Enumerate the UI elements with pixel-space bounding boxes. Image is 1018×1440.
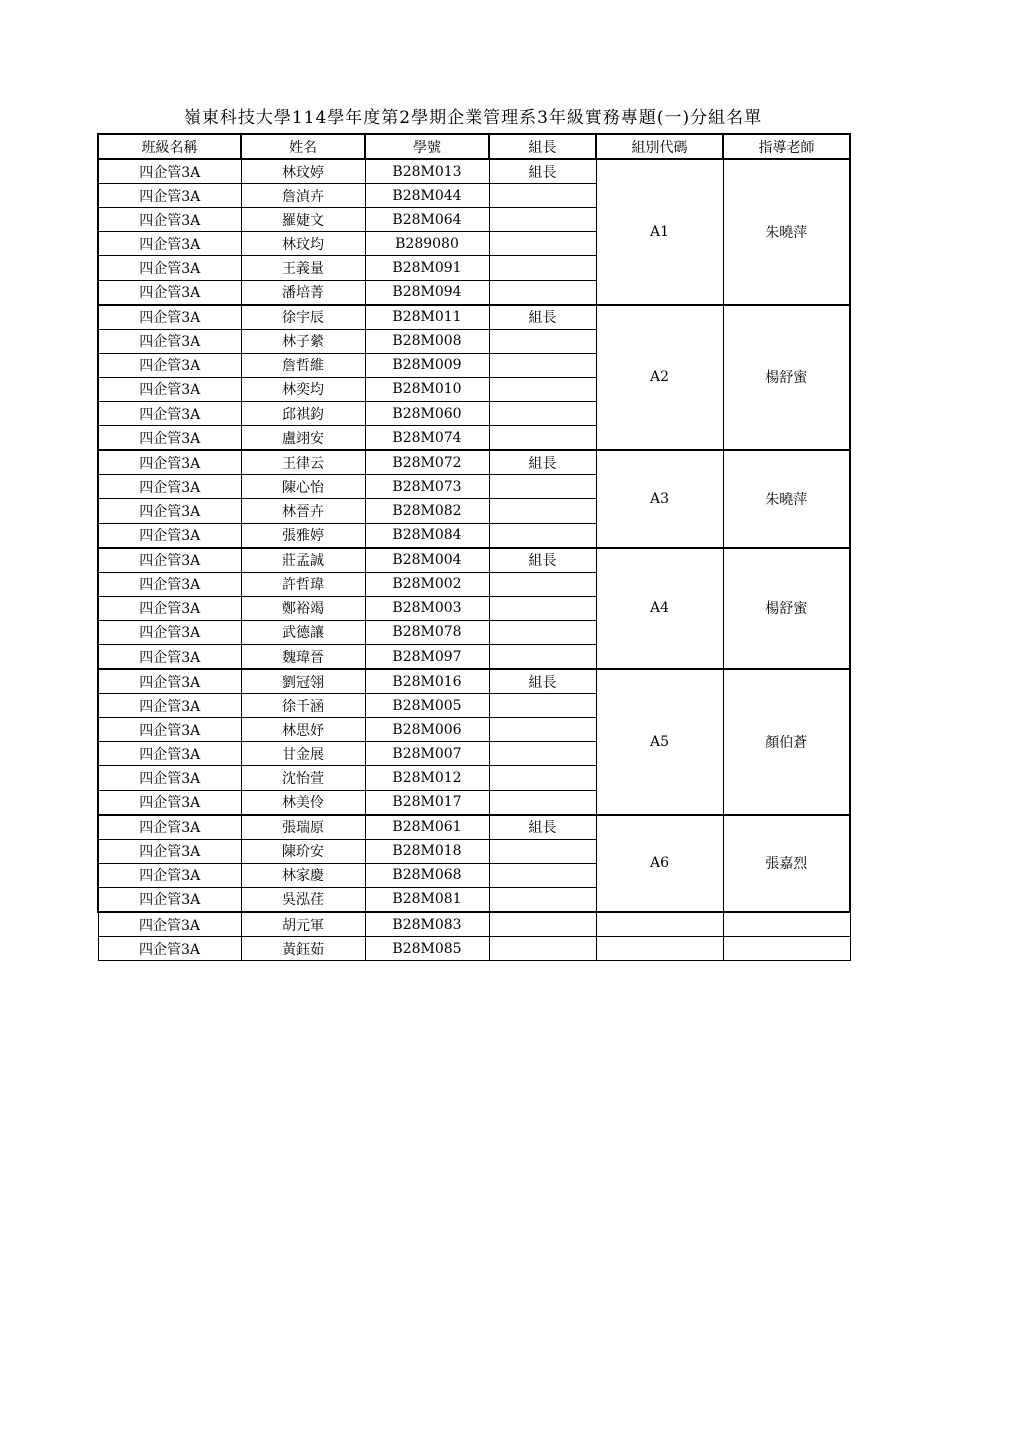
- table-row: [98, 450, 850, 475]
- class-cell: 四企管3A: [98, 572, 241, 596]
- name-cell: 林美伶: [241, 790, 365, 815]
- advisor-cell: 張嘉烈: [723, 815, 850, 912]
- leader-cell: [489, 208, 596, 232]
- student-id-cell: B289080: [365, 232, 489, 256]
- name-cell: 羅婕文: [241, 208, 365, 232]
- class-cell: 四企管3A: [98, 450, 241, 475]
- leader-cell: [489, 184, 596, 208]
- header-leader: 組長: [489, 134, 596, 159]
- leader-cell: [489, 596, 596, 620]
- advisor-cell: 顏伯蒼: [723, 669, 850, 815]
- class-cell: 四企管3A: [98, 766, 241, 790]
- name-cell: 王律云: [241, 450, 365, 475]
- leader-cell: [489, 572, 596, 596]
- header-group-code: 組別代碼: [596, 134, 723, 159]
- class-cell: 四企管3A: [98, 815, 241, 840]
- class-cell: 四企管3A: [98, 718, 241, 742]
- name-cell: 沈怡萱: [241, 766, 365, 790]
- name-cell: 潘培菁: [241, 280, 365, 305]
- header-name: 姓名: [241, 134, 365, 159]
- class-cell: 四企管3A: [98, 620, 241, 644]
- name-cell: 鄭裕竭: [241, 596, 365, 620]
- leader-cell: [489, 694, 596, 718]
- name-cell: 林晉卉: [241, 499, 365, 523]
- name-cell: 林子縈: [241, 329, 365, 353]
- leader-cell: [489, 402, 596, 426]
- table-row: [98, 815, 850, 840]
- student-id-cell: B28M083: [365, 912, 489, 937]
- header-student-id: 學號: [365, 134, 489, 159]
- class-cell: 四企管3A: [98, 523, 241, 548]
- advisor-cell: [723, 912, 850, 937]
- name-cell: 陳心怡: [241, 475, 365, 499]
- leader-cell: [489, 839, 596, 863]
- class-cell: 四企管3A: [98, 353, 241, 377]
- student-id-cell: B28M012: [365, 766, 489, 790]
- student-id-cell: B28M018: [365, 839, 489, 863]
- class-cell: 四企管3A: [98, 475, 241, 499]
- student-id-cell: B28M008: [365, 329, 489, 353]
- leader-cell: [489, 742, 596, 766]
- leader-cell: [489, 937, 596, 961]
- student-id-cell: B28M061: [365, 815, 489, 840]
- class-cell: 四企管3A: [98, 742, 241, 766]
- student-id-cell: B28M006: [365, 718, 489, 742]
- group-code-cell: A1: [596, 159, 723, 305]
- leader-cell: 組長: [489, 159, 596, 184]
- leader-cell: [489, 280, 596, 305]
- leader-cell: [489, 523, 596, 548]
- leader-cell: [489, 329, 596, 353]
- student-id-cell: B28M044: [365, 184, 489, 208]
- student-id-cell: B28M073: [365, 475, 489, 499]
- name-cell: 徐宇辰: [241, 305, 365, 330]
- leader-cell: 組長: [489, 669, 596, 694]
- class-cell: 四企管3A: [98, 426, 241, 451]
- leader-cell: [489, 620, 596, 644]
- student-id-cell: B28M097: [365, 644, 489, 669]
- name-cell: 詹湞卉: [241, 184, 365, 208]
- student-id-cell: B28M004: [365, 548, 489, 573]
- class-cell: 四企管3A: [98, 694, 241, 718]
- name-cell: 林思妤: [241, 718, 365, 742]
- table-row: [98, 548, 850, 573]
- name-cell: 黃鈺茹: [241, 937, 365, 961]
- group-code-cell: [596, 937, 723, 961]
- header-row: [98, 134, 850, 159]
- name-cell: 詹哲維: [241, 353, 365, 377]
- group-code-cell: A6: [596, 815, 723, 912]
- group-code-cell: [596, 912, 723, 937]
- class-cell: 四企管3A: [98, 256, 241, 280]
- student-id-cell: B28M060: [365, 402, 489, 426]
- name-cell: 莊孟誠: [241, 548, 365, 573]
- leader-cell: [489, 863, 596, 887]
- name-cell: 魏瑋晉: [241, 644, 365, 669]
- class-cell: 四企管3A: [98, 790, 241, 815]
- name-cell: 林家慶: [241, 863, 365, 887]
- class-cell: 四企管3A: [98, 887, 241, 912]
- leader-cell: [489, 912, 596, 937]
- student-id-cell: B28M094: [365, 280, 489, 305]
- name-cell: 張瑞原: [241, 815, 365, 840]
- class-cell: 四企管3A: [98, 280, 241, 305]
- leader-cell: [489, 499, 596, 523]
- class-cell: 四企管3A: [98, 402, 241, 426]
- header-class: 班級名稱: [98, 134, 241, 159]
- leader-cell: [489, 353, 596, 377]
- name-cell: 胡元軍: [241, 912, 365, 937]
- name-cell: 邱祺鈞: [241, 402, 365, 426]
- leader-cell: 組長: [489, 305, 596, 330]
- student-id-cell: B28M005: [365, 694, 489, 718]
- group-code-cell: A3: [596, 450, 723, 547]
- student-id-cell: B28M064: [365, 208, 489, 232]
- class-cell: 四企管3A: [98, 644, 241, 669]
- leader-cell: [489, 887, 596, 912]
- leader-cell: 組長: [489, 815, 596, 840]
- class-cell: 四企管3A: [98, 232, 241, 256]
- student-id-cell: B28M078: [365, 620, 489, 644]
- name-cell: 徐千涵: [241, 694, 365, 718]
- leader-cell: [489, 426, 596, 451]
- leader-cell: [489, 644, 596, 669]
- class-cell: 四企管3A: [98, 184, 241, 208]
- student-id-cell: B28M091: [365, 256, 489, 280]
- leader-cell: [489, 475, 596, 499]
- class-cell: 四企管3A: [98, 159, 241, 184]
- student-id-cell: B28M081: [365, 887, 489, 912]
- leader-cell: 組長: [489, 548, 596, 573]
- advisor-cell: 楊舒蜜: [723, 548, 850, 669]
- class-cell: 四企管3A: [98, 596, 241, 620]
- group-code-cell: A5: [596, 669, 723, 815]
- group-code-cell: A2: [596, 305, 723, 451]
- student-id-cell: B28M074: [365, 426, 489, 451]
- advisor-cell: 朱曉萍: [723, 159, 850, 305]
- student-id-cell: B28M010: [365, 377, 489, 401]
- group-roster-table: [97, 133, 851, 961]
- student-id-cell: B28M072: [365, 450, 489, 475]
- leader-cell: [489, 766, 596, 790]
- advisor-cell: [723, 937, 850, 961]
- student-id-cell: B28M016: [365, 669, 489, 694]
- table-body: [98, 159, 850, 961]
- class-cell: 四企管3A: [98, 669, 241, 694]
- advisor-cell: 楊舒蜜: [723, 305, 850, 451]
- class-cell: 四企管3A: [98, 863, 241, 887]
- table-row: [98, 669, 850, 694]
- student-id-cell: B28M084: [365, 523, 489, 548]
- student-id-cell: B28M085: [365, 937, 489, 961]
- class-cell: 四企管3A: [98, 377, 241, 401]
- name-cell: 盧翊安: [241, 426, 365, 451]
- name-cell: 吳泓荏: [241, 887, 365, 912]
- student-id-cell: B28M007: [365, 742, 489, 766]
- student-id-cell: B28M013: [365, 159, 489, 184]
- name-cell: 武德讓: [241, 620, 365, 644]
- leader-cell: [489, 232, 596, 256]
- student-id-cell: B28M002: [365, 572, 489, 596]
- class-cell: 四企管3A: [98, 937, 241, 961]
- page-title: 嶺東科技大學114學年度第2學期企業管理系3年級實務專題(一)分組名單: [183, 108, 763, 128]
- class-cell: 四企管3A: [98, 912, 241, 937]
- student-id-cell: B28M082: [365, 499, 489, 523]
- class-cell: 四企管3A: [98, 305, 241, 330]
- class-cell: 四企管3A: [98, 208, 241, 232]
- leader-cell: [489, 790, 596, 815]
- table-row: [98, 937, 850, 961]
- leader-cell: [489, 377, 596, 401]
- class-cell: 四企管3A: [98, 329, 241, 353]
- student-id-cell: B28M068: [365, 863, 489, 887]
- student-id-cell: B28M017: [365, 790, 489, 815]
- class-cell: 四企管3A: [98, 499, 241, 523]
- table-row: [98, 305, 850, 330]
- leader-cell: [489, 718, 596, 742]
- header-advisor: 指導老師: [723, 134, 850, 159]
- advisor-cell: 朱曉萍: [723, 450, 850, 547]
- name-cell: 張雅婷: [241, 523, 365, 548]
- leader-cell: 組長: [489, 450, 596, 475]
- class-cell: 四企管3A: [98, 839, 241, 863]
- name-cell: 甘金展: [241, 742, 365, 766]
- name-cell: 許哲瑋: [241, 572, 365, 596]
- student-id-cell: B28M009: [365, 353, 489, 377]
- name-cell: 劉冠翎: [241, 669, 365, 694]
- student-id-cell: B28M011: [365, 305, 489, 330]
- name-cell: 林玟婷: [241, 159, 365, 184]
- table-row: [98, 159, 850, 184]
- student-id-cell: B28M003: [365, 596, 489, 620]
- name-cell: 陳玠安: [241, 839, 365, 863]
- leader-cell: [489, 256, 596, 280]
- name-cell: 林玟均: [241, 232, 365, 256]
- table-row: [98, 912, 850, 937]
- group-code-cell: A4: [596, 548, 723, 669]
- class-cell: 四企管3A: [98, 548, 241, 573]
- name-cell: 王義量: [241, 256, 365, 280]
- name-cell: 林奕均: [241, 377, 365, 401]
